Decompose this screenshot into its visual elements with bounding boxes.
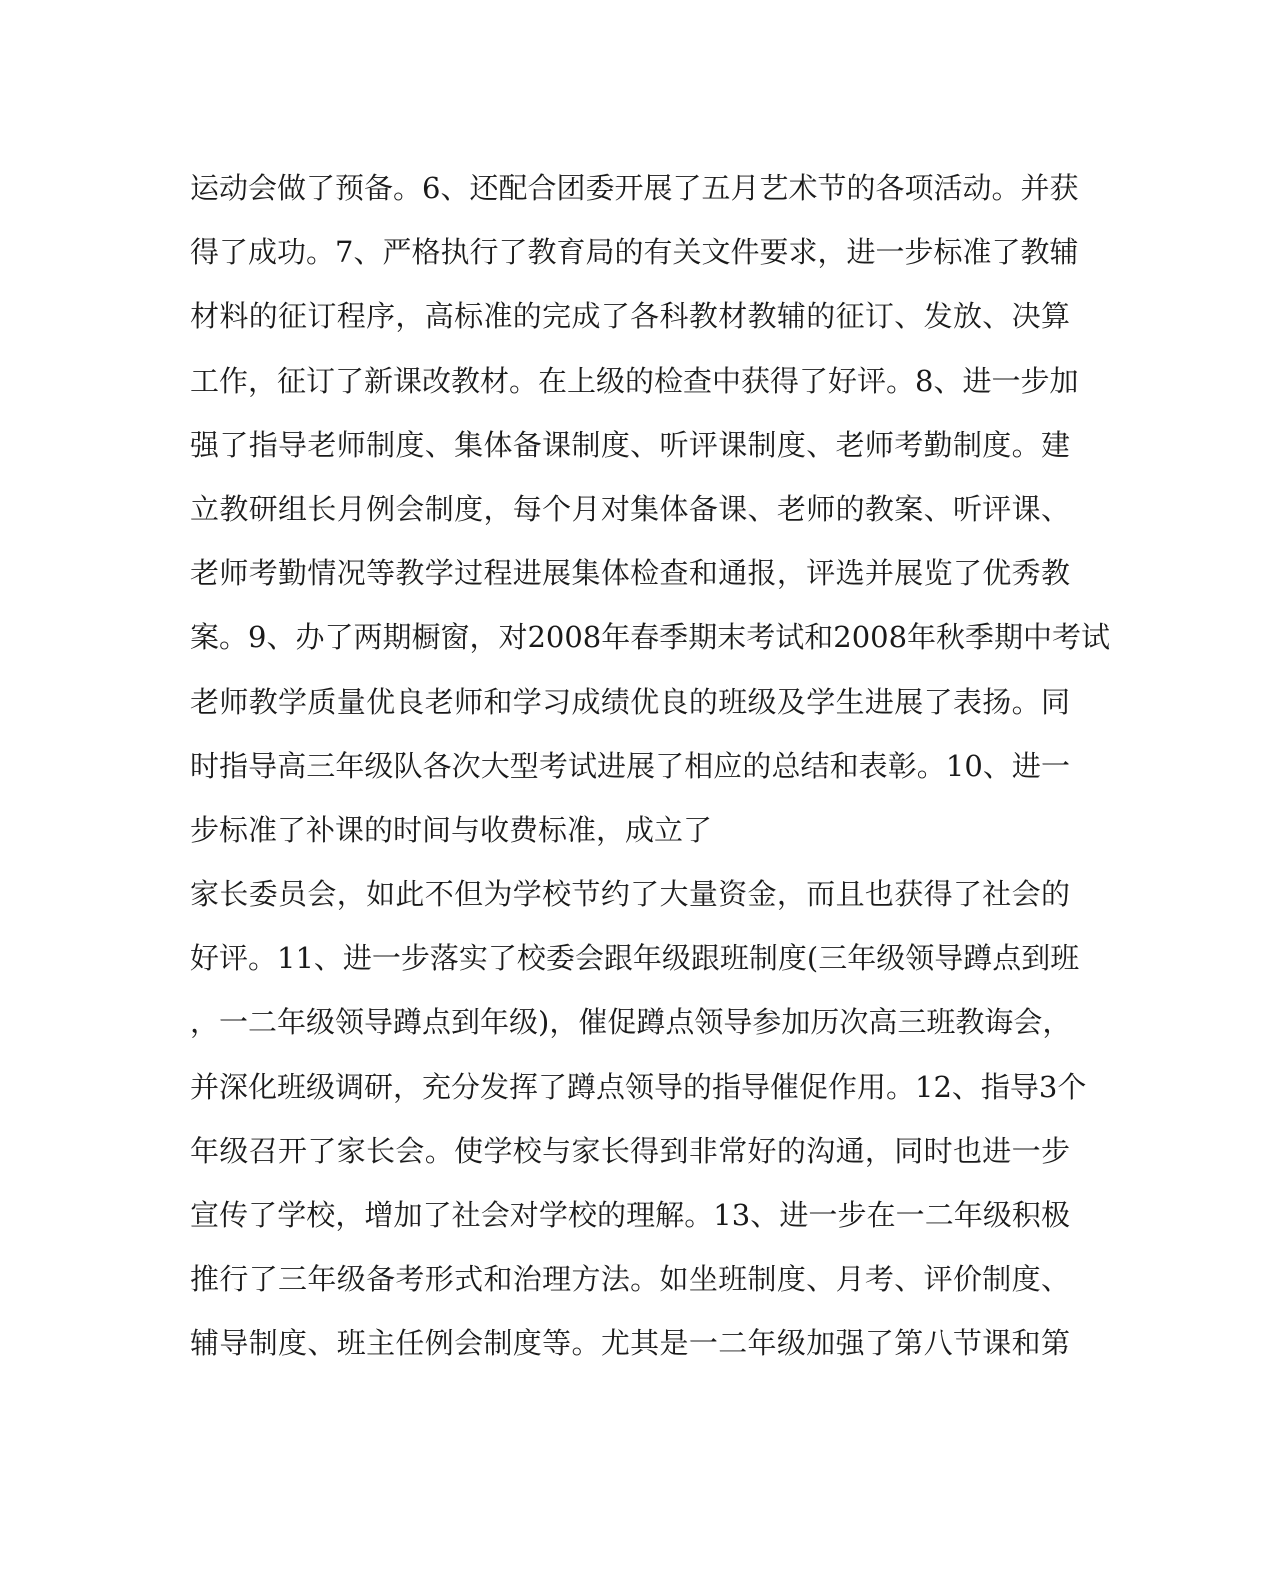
text-line: 辅导制度、班主任例会制度等。尤其是一二年级加强了第八节课和第: [190, 1326, 1070, 1361]
text-line: 并深化班级调研，充分发挥了蹲点领导的指导催促作用。12、指导3个: [190, 1069, 1087, 1104]
text-line: 老师考勤情况等教学过程进展集体检查和通报，评选并展览了优秀教: [190, 556, 1070, 591]
text-line: 年级召开了家长会。使学校与家长得到非常好的沟通，同时也进一步: [190, 1133, 1070, 1168]
text-line: 时指导高三年级队各次大型考试进展了相应的总结和表彰。10、进一: [190, 748, 1070, 783]
text-line: 案。9、办了两期橱窗，对2008年春季期末考试和2008年秋季期中考试: [190, 620, 1111, 655]
text-line: 强了指导老师制度、集体备课制度、听评课制度、老师考勤制度。建: [190, 427, 1070, 462]
body-text: [190, 162, 1111, 1382]
text-line: 推行了三年级备考形式和治理方法。如坐班制度、月考、评价制度、: [190, 1262, 1070, 1297]
text-line: 工作，征订了新课改教材。在上级的检查中获得了好评。8、进一步加: [190, 363, 1079, 398]
text-line: 立教研组长月例会制度，每个月对集体备课、老师的教案、听评课、: [190, 491, 1070, 526]
text-line: 家长委员会，如此不但为学校节约了大量资金，而且也获得了社会的: [190, 877, 1070, 912]
text-line: 得了成功。7、严格执行了教育局的有关文件要求，进一步标准了教辅: [190, 235, 1079, 270]
text-line: 老师教学质量优良老师和学习成绩优良的班级及学生进展了表扬。同: [190, 684, 1070, 719]
text-line: 好评。11、进一步落实了校委会跟年级跟班制度(三年级领导蹲点到班: [190, 941, 1080, 976]
text-line: 材料的征订程序，高标准的完成了各科教材教辅的征订、发放、决算: [190, 299, 1070, 334]
text-line: ，一二年级领导蹲点到年级)，催促蹲点领导参加历次高三班教诲会，: [190, 1005, 1072, 1040]
text-line: 宣传了学校，增加了社会对学校的理解。13、进一步在一二年级积极: [190, 1198, 1070, 1232]
text-line: 步标准了补课的时间与收费标准，成立了: [190, 812, 713, 847]
text-line: 运动会做了预备。6、还配合团委开展了五月艺术节的各项活动。并获: [190, 171, 1079, 205]
